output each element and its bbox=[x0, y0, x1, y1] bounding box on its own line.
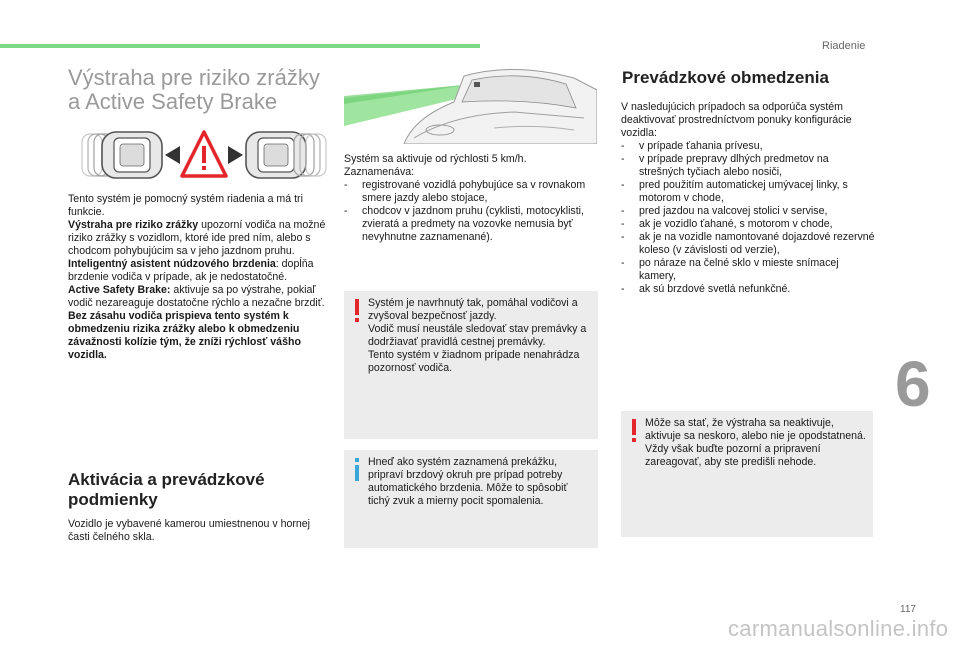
limitations-list bbox=[621, 140, 876, 296]
limitations-heading: Prevádzkové obmedzenia bbox=[622, 68, 829, 87]
list-item: - pred použitím automatickej umývacej linky, s motorom v chode, bbox=[621, 179, 876, 205]
own-car-icon bbox=[102, 132, 162, 178]
list-item: - ak sú brzdové svetlá nefunkčné. bbox=[621, 283, 876, 296]
bold-note: Bez zásahu vodiča prispieva tento systém k obmedzeniu rizika zrážky alebo k obmedzeniu závažnosti kolízie tým, že zníži rýchlosť vášho vozidla. bbox=[68, 310, 301, 361]
limitations-column bbox=[621, 101, 876, 296]
list-item: - chodcov v jazdnom pruhu (cyklisti, motocyklisti, zvieratá a predmety na vozovke nemusia byť nevyhnutne zaznamenané). bbox=[344, 205, 599, 244]
exclamation-warning-icon bbox=[352, 299, 362, 323]
braking-info-box bbox=[344, 450, 598, 548]
activation-text: Vozidlo je vybavené kamerou umiestnenou v hornej časti čelného skla. bbox=[68, 518, 311, 543]
alert-reliability-warning-box bbox=[621, 411, 873, 537]
intro-column bbox=[68, 193, 330, 362]
feature-active-safety-brake: Active Safety Brake: aktivuje sa po výstrahe, pokiaľ vodič nezareaguje dostatočne rýchlo a nezačne brzdiť. bbox=[68, 284, 325, 309]
list-item: - po náraze na čelné sklo v mieste snímacej kamery, bbox=[621, 257, 876, 283]
car-camera-illustration bbox=[344, 68, 597, 144]
chapter-number: 6 bbox=[895, 348, 931, 420]
top-accent-bar bbox=[0, 44, 480, 48]
list-item: - registrované vozidlá pohybujúce sa v rovnakom smere jazdy alebo stojace, bbox=[344, 179, 599, 205]
vehicle-ahead-icon bbox=[246, 132, 306, 178]
list-item: - pred jazdou na valcovej stolici v servise, bbox=[621, 205, 876, 218]
detects-label: Zaznamenáva: bbox=[344, 166, 415, 178]
list-item: - v prípade ťahania prívesu, bbox=[621, 140, 876, 153]
list-item: - ak je na vozidle namontované dojazdové rezervné koleso (v závislosti od verzie), bbox=[621, 231, 876, 257]
page-number: 117 bbox=[900, 604, 916, 615]
info-icon bbox=[352, 458, 362, 482]
collision-warning-illustration bbox=[80, 128, 328, 182]
info-text: Hneď ako systém zaznamená prekážku, pripraví brzdový okruh pre prípad potreby automatického brzdenia. Môže to spôsobiť tichý zvuk a mierny pocit spomalenia. bbox=[368, 456, 568, 507]
warning-text: Systém je navrhnutý tak, pomáhal vodičovi a zvyšoval bezpečnosť jazdy. Vodič musí neustále sledovať stav premávky a dodržiavať pravidlá cestnej premávky. Tento systém v žiadnom prípade nenahrádza pozornosť vodiča. bbox=[368, 297, 587, 374]
driver-attention-warning-box bbox=[344, 291, 598, 439]
detects-list bbox=[344, 179, 599, 244]
feature-collision-warning: Výstraha pre riziko zrážky upozorní vodiča na možné riziko zrážky s vozidlom, ktoré ide pred ním, alebo s chodcom pohybujúcim sa v jeho jazdnom pruhu. bbox=[68, 219, 326, 257]
detection-column bbox=[344, 153, 599, 244]
feature-emergency-braking-assist: Inteligentný asistent núdzového brzdenia: dopĺňa brzdenie vodiča v prípade, ak je nedostatočné. bbox=[68, 258, 314, 283]
limitations-intro: V nasledujúcich prípadoch sa odporúča systém deaktivovať prostredníctvom ponuky konfigurácie vozidla: bbox=[621, 101, 852, 139]
exclamation-warning-icon bbox=[629, 419, 639, 443]
page-title: Výstraha pre riziko zrážky a Active Safety Brake bbox=[68, 65, 320, 114]
activation-heading: Aktivácia a prevádzkové podmienky bbox=[68, 470, 265, 509]
list-item: - ak je vozidlo ťahané, s motorom v chode, bbox=[621, 218, 876, 231]
warning-triangle-icon bbox=[182, 132, 226, 176]
watermark: carmanualsonline.info bbox=[728, 616, 949, 641]
activation-speed-text: Systém sa aktivuje od rýchlosti 5 km/h. bbox=[344, 153, 527, 165]
section-header: Riadenie bbox=[822, 40, 866, 52]
intro-text: Tento systém je pomocný systém riadenia a má tri funkcie. bbox=[68, 193, 303, 218]
list-item: - v prípade prepravy dlhých predmetov na strešných tyčiach alebo nosiči, bbox=[621, 153, 876, 179]
warning-text: Môže sa stať, že výstraha sa neaktivuje, aktivuje sa neskoro, alebo nie je opodstatnená. Vždy však buďte pozorní a pripravení zareagovať, aby ste predišli nehode. bbox=[645, 417, 866, 468]
